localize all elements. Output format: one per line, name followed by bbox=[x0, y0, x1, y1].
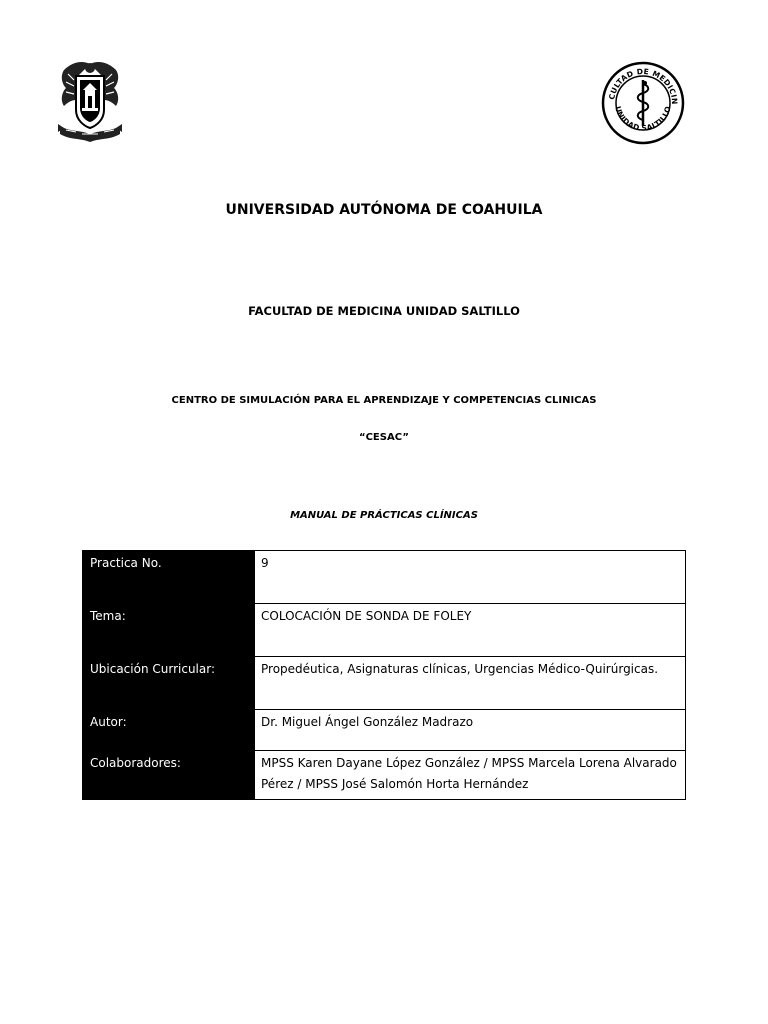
row-value: MPSS Karen Dayane López González / MPSS Marcela Lorena Alvarado Pérez / MPSS José Salomón Horta Hernández bbox=[255, 751, 686, 800]
table-row bbox=[83, 657, 686, 710]
medicine-faculty-seal-icon bbox=[600, 60, 686, 146]
faculty-title: FACULTAD DE MEDICINA UNIDAD SALTILLO bbox=[248, 304, 520, 318]
row-value: COLOCACIÓN DE SONDA DE FOLEY bbox=[255, 604, 686, 657]
row-value: 9 bbox=[255, 551, 686, 604]
row-label: Colaboradores: bbox=[83, 751, 255, 800]
row-label: Autor: bbox=[83, 710, 255, 751]
row-label: Ubicación Curricular: bbox=[83, 657, 255, 710]
university-coat-of-arms-icon bbox=[54, 58, 126, 144]
svg-text:UNIDAD SALTILLO: UNIDAD SALTILLO bbox=[613, 105, 673, 133]
center-title: CENTRO DE SIMULACIÓN PARA EL APRENDIZAJE Y COMPETENCIAS CLINICAS bbox=[171, 395, 597, 406]
table-row bbox=[83, 710, 686, 751]
table-row bbox=[83, 551, 686, 604]
table-row bbox=[83, 604, 686, 657]
svg-text:FACULTAD DE MEDICINA: CULTAD DE MEDICIN bbox=[607, 66, 680, 105]
practice-info-table bbox=[82, 550, 686, 800]
table-row bbox=[83, 751, 686, 800]
row-value: Dr. Miguel Ángel González Madrazo bbox=[255, 710, 686, 751]
center-acronym: “CESAC” bbox=[359, 432, 409, 443]
row-label: Tema: bbox=[83, 604, 255, 657]
manual-title: MANUAL DE PRÁCTICAS CLÍNICAS bbox=[290, 510, 478, 521]
row-label: Practica No. bbox=[83, 551, 255, 604]
university-title: UNIVERSIDAD AUTÓNOMA DE COAHUILA bbox=[225, 202, 543, 218]
row-value: Propedéutica, Asignaturas clínicas, Urgencias Médico-Quirúrgicas. bbox=[255, 657, 686, 710]
